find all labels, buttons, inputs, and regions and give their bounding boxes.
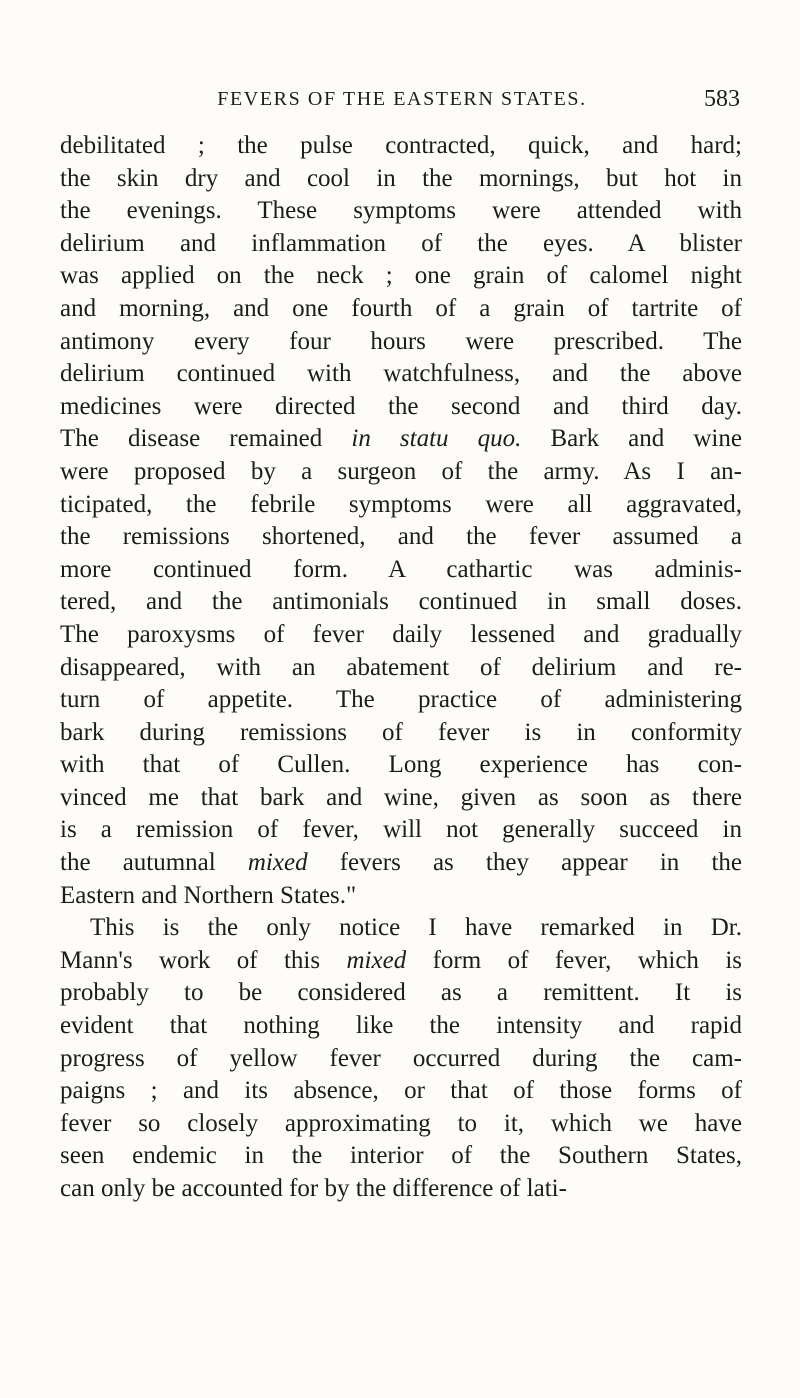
- text-line: fever so closely approximating to it, which we have: [60, 1109, 742, 1137]
- text-segment: the autumnal: [60, 849, 248, 877]
- text-line: debilitated ; the pulse contracted, quick, and hard;: [60, 132, 742, 159]
- text-line: can only be accounted for by the difference of lati-: [60, 1175, 567, 1202]
- text-line: Eastern and Northern States.": [60, 881, 357, 909]
- text-line: [60, 945, 742, 978]
- text-line: is a remission of fever, will not generally succeed in: [60, 816, 742, 844]
- text-line: medicines were directed the second and third day.: [60, 392, 742, 420]
- text-segment: form of fever, which is: [406, 946, 742, 974]
- italic-phrase: in statu quo.: [351, 425, 522, 453]
- running-title: FEVERS OF THE EASTERN STATES.: [217, 88, 587, 110]
- text-segment: Bark and wine: [521, 425, 742, 453]
- text-line: progress of yellow fever occurred during the cam-: [60, 1044, 742, 1072]
- text-line: and morning, and one fourth of a grain of tartrite of: [60, 294, 742, 322]
- text-line: [60, 847, 742, 880]
- text-line: evident that nothing like the intensity and rapid: [60, 1012, 742, 1040]
- page-number: 583: [704, 86, 740, 112]
- running-head: [64, 86, 740, 120]
- text-line: more continued form. A cathartic was adminis-: [60, 555, 742, 583]
- text-line: vinced me that bark and wine, given as soon as there: [60, 783, 742, 811]
- text-line: bark during remissions of fever is in conformity: [60, 718, 742, 746]
- text-segment: fevers as they appear in the: [307, 849, 742, 877]
- text-line: delirium and inflammation of the eyes. A blister: [60, 229, 742, 257]
- text-line: the evenings. These symptoms were attended with: [60, 197, 742, 225]
- text-line: antimony every four hours were prescribed. The: [60, 327, 742, 355]
- text-line: delirium continued with watchfulness, and the above: [60, 360, 742, 388]
- text-line: the remissions shortened, and the fever assumed a: [60, 523, 742, 551]
- italic-phrase: mixed: [346, 946, 407, 974]
- text-line: the skin dry and cool in the mornings, but hot in: [60, 164, 742, 192]
- text-line: with that of Cullen. Long experience has con-: [60, 751, 742, 779]
- text-line: This is the only notice I have remarked in Dr.: [90, 914, 742, 942]
- text-line: The paroxysms of fever daily lessened and gradually: [60, 620, 742, 648]
- italic-phrase: mixed: [247, 849, 308, 877]
- text-segment: Mann's work of this: [60, 946, 347, 974]
- text-line: disappeared, with an abatement of delirium and re-: [60, 653, 742, 681]
- text-line: ticipated, the febrile symptoms were all aggravated,: [60, 490, 742, 518]
- text-line: paigns ; and its absence, or that of those forms of: [60, 1077, 742, 1105]
- text-line: was applied on the neck ; one grain of calomel night: [60, 262, 742, 290]
- text-segment: The disease remained: [60, 425, 352, 453]
- text-line: probably to be considered as a remittent. It is: [60, 979, 742, 1007]
- text-line: tered, and the antimonials continued in small doses.: [60, 588, 742, 616]
- text-line: were proposed by a surgeon of the army. As I an-: [60, 457, 742, 485]
- text-line: [60, 423, 742, 456]
- body-text: [60, 130, 742, 1206]
- text-line: seen endemic in the interior of the Southern States,: [60, 1142, 742, 1170]
- text-line: turn of appetite. The practice of administering: [60, 686, 742, 714]
